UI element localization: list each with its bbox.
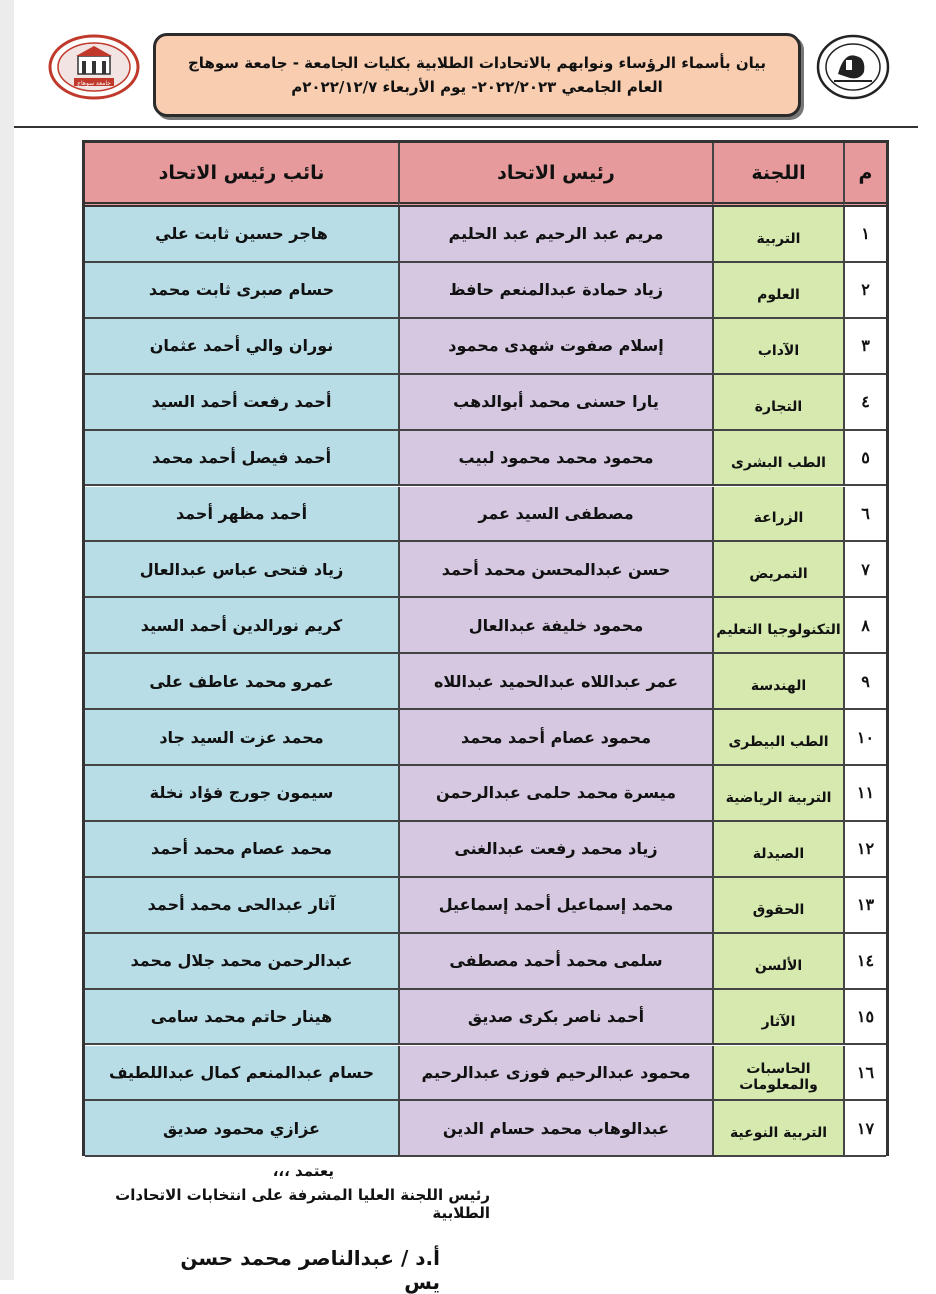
table-row [85,263,886,319]
committee-cell: الآثار [712,990,843,1046]
president-cell: زياد حمادة عبدالمنعم حافظ [398,263,712,319]
committee-cell: التربية النوعية [712,1101,843,1157]
president-cell: زياد محمد رفعت عبدالغنى [398,822,712,878]
vice-president-cell: زياد فتحى عباس عبدالعال [85,542,398,598]
table-row [85,878,886,934]
committee-cell: الزراعة [712,487,843,543]
document-subtitle: العام الجامعي ٢٠٢٢/٢٠٢٣- يوم الأربعاء ٢٠٢٢/١٢/٧م [291,78,663,96]
president-cell: يارا حسنى محمد أبوالدهب [398,375,712,431]
row-number: ١٤ [843,934,886,990]
row-number: ٨ [843,598,886,654]
president-cell: مريم عبد الرحيم عبد الحليم [398,207,712,263]
document-title-box [153,33,801,117]
row-number: ٣ [843,319,886,375]
committee-cell: التجارة [712,375,843,431]
row-number: ٧ [843,542,886,598]
president-cell: عبدالوهاب محمد حسام الدين [398,1101,712,1157]
vice-president-cell: حسام عبدالمنعم كمال عبداللطيف [85,1046,398,1102]
president-cell: إسلام صفوت شهدى محمود [398,319,712,375]
table-row [85,822,886,878]
vice-president-cell: أحمد فيصل أحمد محمد [85,431,398,487]
table-row [85,431,886,487]
table-row [85,375,886,431]
table-row [85,710,886,766]
president-cell: محمود عبدالرحيم فوزى عبدالرحيم [398,1046,712,1102]
header-vice-president: نائب رئيس الاتحاد [85,143,398,207]
president-cell: ميسرة محمد حلمى عبدالرحمن [398,766,712,822]
row-number: ١٥ [843,990,886,1046]
vice-president-cell: سيمون جورج فؤاد نخلة [85,766,398,822]
svg-text:جامعة سوهاج: جامعة سوهاج [77,80,111,87]
vice-president-cell: آثار عبدالحى محمد أحمد [85,878,398,934]
header-divider [14,126,918,128]
committee-cell: الصيدلة [712,822,843,878]
committee-cell: الحاسبات والمعلومات [712,1046,843,1102]
vice-president-cell: أحمد مظهر أحمد [85,487,398,543]
row-number: ١٦ [843,1046,886,1102]
row-number: ١٣ [843,878,886,934]
vice-president-cell: كريم نورالدين أحمد السيد [85,598,398,654]
row-number: ١١ [843,766,886,822]
president-cell: عمر عبداللاه عبدالحميد عبداللاه [398,654,712,710]
committee-cell: التربية الرياضية [712,766,843,822]
president-cell: أحمد ناصر بكرى صديق [398,990,712,1046]
committee-cell: العلوم [712,263,843,319]
table-row [85,1101,886,1157]
president-cell: حسن عبدالمحسن محمد أحمد [398,542,712,598]
sohag-university-seal-icon [816,34,890,100]
table-row [85,990,886,1046]
vice-president-cell: أحمد رفعت أحمد السيد [85,375,398,431]
committee-cell: الطب البشرى [712,431,843,487]
vice-president-cell: عزازي محمود صديق [85,1101,398,1157]
row-number: ٢ [843,263,886,319]
header-president: رئيس الاتحاد [398,143,712,207]
committee-cell: التربية [712,207,843,263]
president-cell: محمد إسماعيل أحمد إسماعيل [398,878,712,934]
approval-text: يعتمد ،،، [272,1162,334,1180]
president-cell: محمود عصام أحمد محمد [398,710,712,766]
committee-cell: الآداب [712,319,843,375]
table-row [85,487,886,543]
header-committee: اللجنة [712,143,843,207]
document-title: بيان بأسماء الرؤساء ونوابهم بالاتحادات الطلابية بكليات الجامعة - جامعة سوهاج [188,54,767,72]
page-edge [0,0,14,1280]
row-number: ٥ [843,431,886,487]
table-row [85,319,886,375]
vice-president-cell: عبدالرحمن محمد جلال محمد [85,934,398,990]
row-number: ١٢ [843,822,886,878]
row-number: ١٧ [843,1101,886,1157]
vice-president-cell: محمد عصام محمد أحمد [85,822,398,878]
row-number: ١ [843,207,886,263]
committee-cell: التمريض [712,542,843,598]
vice-president-cell: محمد عزت السيد جاد [85,710,398,766]
vice-president-cell: عمرو محمد عاطف على [85,654,398,710]
table-row [85,542,886,598]
committee-cell: الهندسة [712,654,843,710]
president-cell: سلمى محمد أحمد مصطفى [398,934,712,990]
table-row [85,934,886,990]
president-cell: محمود محمد محمود لبيب [398,431,712,487]
table-row [85,1046,886,1102]
committee-cell: الطب البيطرى [712,710,843,766]
vice-president-cell: نوران والي أحمد عثمان [85,319,398,375]
row-number: ٦ [843,487,886,543]
committee-cell: التكنولوجيا التعليم [712,598,843,654]
header-num: م [843,143,886,207]
vice-president-cell: هاجر حسين ثابت علي [85,207,398,263]
table-row [85,207,886,263]
table-row [85,598,886,654]
union-leaders-table [82,140,889,1156]
student-union-logo-icon [48,34,140,100]
row-number: ١٠ [843,710,886,766]
committee-cell: الحقوق [712,878,843,934]
vice-president-cell: حسام صبرى ثابت محمد [85,263,398,319]
committee-cell: الألسن [712,934,843,990]
signatory-name: أ.د / عبدالناصر محمد حسن يس [180,1246,440,1294]
document-header [40,30,910,120]
president-cell: مصطفى السيد عمر [398,487,712,543]
vice-president-cell: هينار حاتم محمد سامى [85,990,398,1046]
president-cell: محمود خليفة عبدالعال [398,598,712,654]
row-number: ٤ [843,375,886,431]
row-number: ٩ [843,654,886,710]
approver-title: رئيس اللجنة العليا المشرفة على انتخابات الاتحادات الطلابية [115,1186,490,1222]
table-row [85,654,886,710]
table-header-row [85,143,886,207]
table-row [85,766,886,822]
document-footer [0,1158,936,1294]
